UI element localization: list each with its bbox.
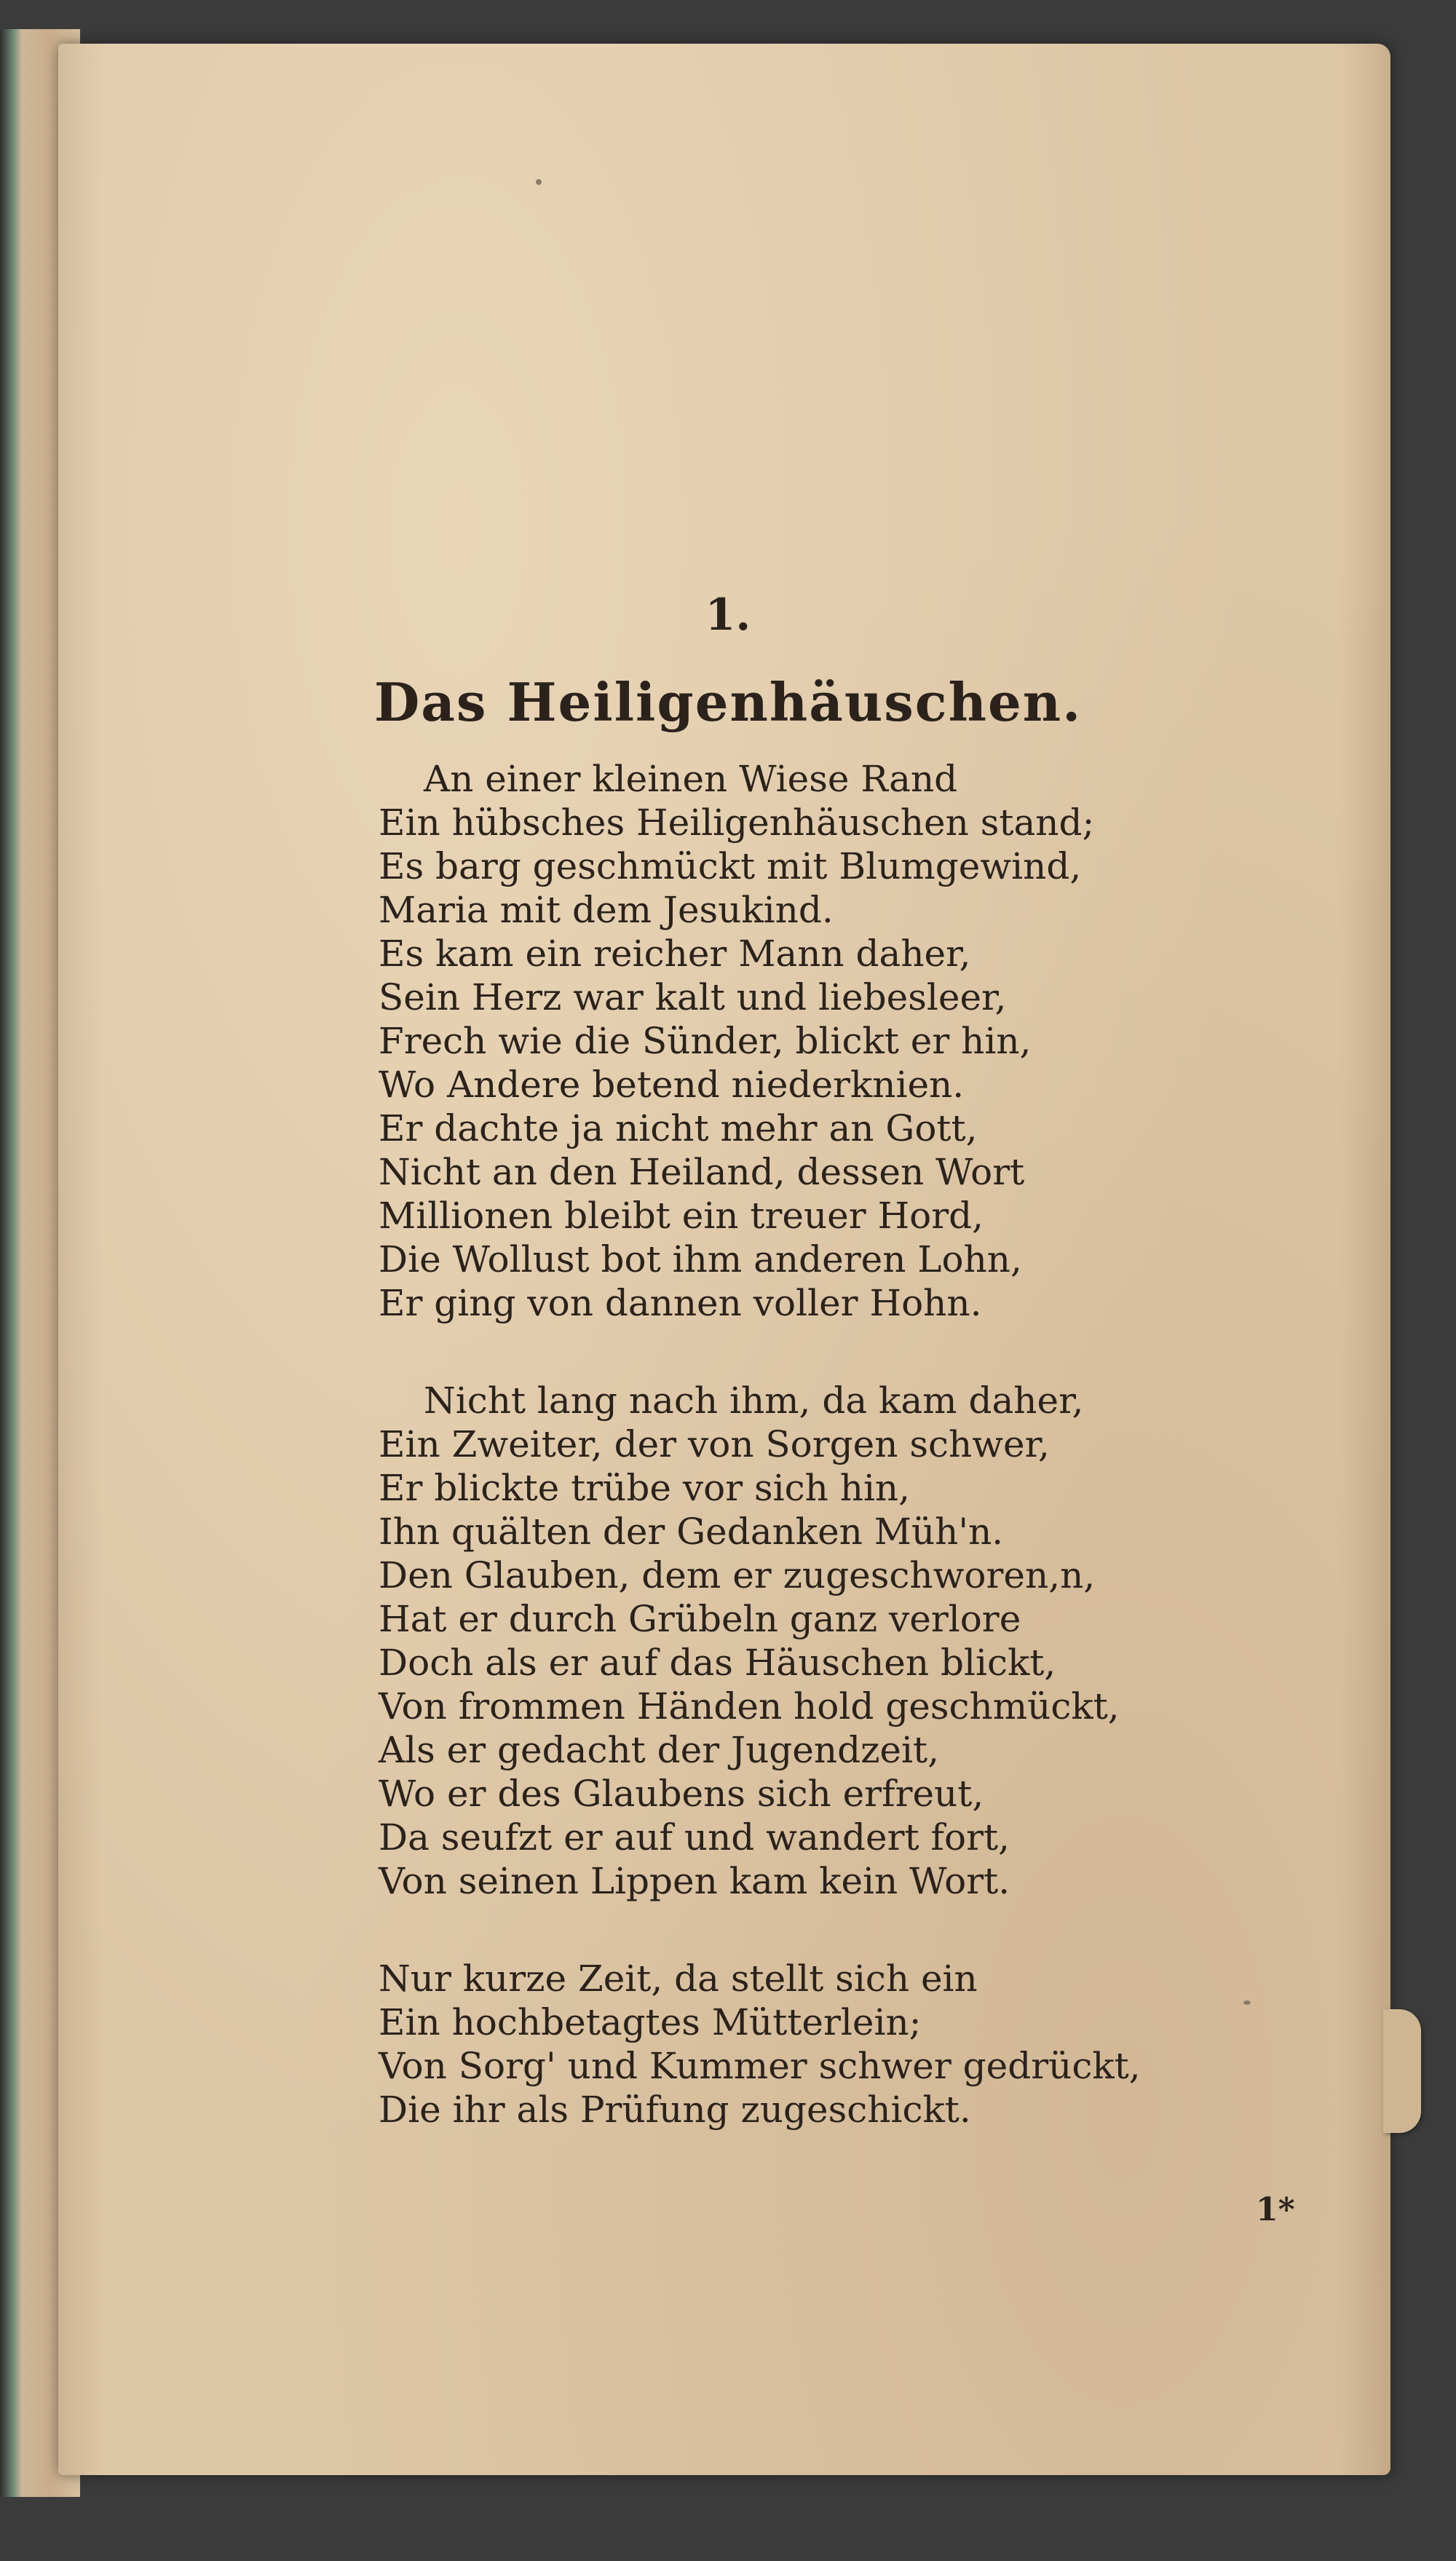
poem-line: Er blickte trübe vor sich hin, — [379, 1467, 911, 1509]
poem-line: Als er gedacht der Jugendzeit, — [379, 1729, 939, 1771]
poem-line: Den Glauben, dem er zugeschworen,n, — [379, 1554, 1096, 1596]
poem-line: Wo er des Glaubens sich erfreut, — [379, 1773, 984, 1815]
stanza — [379, 1379, 1179, 1903]
poem-line: Von seinen Lippen kam kein Wort. — [379, 1860, 1010, 1902]
printer-signature-mark: 1* — [1256, 2191, 1295, 2228]
poem-line: Die Wollust bot ihm anderen Lohn, — [379, 1238, 1022, 1280]
poem-line: Maria mit dem Jesukind. — [379, 889, 834, 931]
poem-line: Hat er durch Grübeln ganz verlore — [379, 1598, 1021, 1640]
poem-line: Von frommen Händen hold geschmückt, — [379, 1685, 1120, 1727]
poem-line: Ein hochbetagtes Mütterlein; — [379, 2001, 922, 2043]
poem-line: Es kam ein reicher Mann daher, — [379, 933, 971, 975]
poem-line: Doch als er auf das Häuschen blickt, — [379, 1642, 1056, 1684]
stanza — [379, 1957, 1179, 2131]
poem-line: Nicht an den Heiland, dessen Wort — [379, 1151, 1025, 1193]
poem-body — [379, 757, 1179, 2185]
poem-line: Sein Herz war kalt und liebesleer, — [379, 976, 1007, 1018]
paper-speck — [536, 179, 542, 185]
poem-line: Wo Andere betend niederknien. — [379, 1064, 965, 1106]
poem-line: Er ging von dannen voller Hohn. — [379, 1282, 982, 1324]
poem-line: Da seufzt er auf und wandert fort, — [379, 1816, 1010, 1859]
poem-line: Ein hübsches Heiligenhäuschen stand; — [379, 801, 1095, 844]
poem-title: Das Heiligenhäuschen. — [373, 671, 1083, 733]
poem-line: Von Sorg' und Kummer schwer gedrückt, — [379, 2045, 1141, 2087]
poem-line: Nur kurze Zeit, da stellt sich ein — [379, 1958, 978, 2000]
poem-line: Ein Zweiter, der von Sorgen schwer, — [379, 1423, 1050, 1465]
poem-line: Er dachte ja nicht mehr an Gott, — [379, 1107, 978, 1149]
stanza — [379, 757, 1179, 1325]
poem-line: Es barg geschmückt mit Blumgewind, — [379, 845, 1082, 887]
paper-speck — [1243, 2000, 1251, 2005]
poem-number: 1. — [705, 590, 751, 641]
poem-line: Frech wie die Sünder, blickt er hin, — [379, 1020, 1032, 1062]
poem-line: Die ihr als Prüfung zugeschickt. — [379, 2089, 971, 2131]
poem-line: Ihn quälten der Gedanken Müh'n. — [379, 1511, 1004, 1553]
poem-line: An einer kleinen Wiese Rand — [424, 758, 958, 800]
poem-line: Millionen bleibt ein treuer Hord, — [379, 1195, 984, 1237]
poem-line: Nicht lang nach ihm, da kam daher, — [424, 1380, 1084, 1422]
